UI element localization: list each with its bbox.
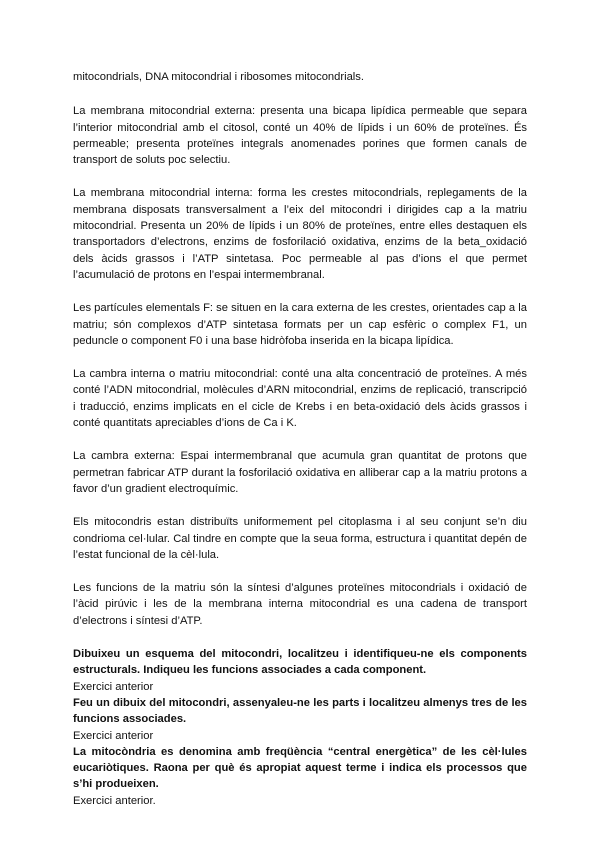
document-body [73,69,527,809]
paragraph-functions: Les funcions de la matriu són la síntesi d’algunes proteïnes mitocondrials i oxidació de l’àcid pirúvic i les de la membrana interna mitocondrial es una cadena de transport d’electrons i síntesi d’ATP. [73,582,527,627]
exercise-question: La mitocòndria es denomina amb freqüència “central energètica” de les cèl·lules eucariòtiques. Raona per què és apropiat aquest terme i indica els processos que s’hi produeixen. [73,745,527,791]
paragraph-outer-chamber: La cambra externa: Espai intermembranal que acumula gran quantitat de protons que permetran fabricar ATP durant la fosforilació oxidativa en alliberar cap a la matriu protons a favor d’un gradient electroquímic. [73,450,527,495]
paragraph-outer-membrane: La membrana mitocondrial externa: presenta una bicapa lipídica permeable que separa l’interior mitocondrial amb el citosol, conté un 40% de lípids i un 60% de proteïnes. És permeable; presenta proteïnes integrals anomenades porines que formen canals de transport de soluts poc selectiu. [73,105,527,167]
paragraph-inner-membrane: La membrana mitocondrial interna: forma les crestes mitocondrials, replegaments de la membrana disposats transversalment a l’eix del mitocondri i dirigides cap a la matriu mitocondrial. Presenta un 20% de lípids i un 80% de proteïnes, entre elles destaquen els transportadors d’electrons, enzims de fosforilació oxidativa, enzims de la beta_oxidació dels àcids grassos i l’ATP sintetasa. Poc permeable al pas d’ions el que permet l’acumulació de protons en l’espai intermembranal. [73,187,527,281]
exercise-answer: Exercici anterior. [73,794,156,807]
exercise-item [73,695,527,744]
paragraph-elementary-particles: Les partícules elementals F: se situen en la cara externa de les crestes, orientades cap a la matriu; són complexos d’ATP sintetasa formats per un cap esfèric o complex F1, un peduncle o component F0 i una base hidròfoba inserida en la bicapa lipídica. [73,302,527,347]
exercise-question: Feu un dibuix del mitocondri, assenyaleu-ne les parts i localitzeu almenys tres de les funcions associades. [73,696,527,726]
exercise-answer: Exercici anterior [73,680,154,693]
paragraph-distribution: Els mitocondris estan distribuïts uniformement pel citoplasma i al seu conjunt se’n diu condrioma cel·lular. Cal tindre en compte que la seua forma, estructura i quantitat depén de l’estat funcional de la cèl·lula. [73,516,527,561]
paragraph-continuation: mitocondrials, DNA mitocondrial i ribosomes mitocondrials. [73,71,364,83]
exercises-section [73,646,527,809]
paragraph-matrix: La cambra interna o matriu mitocondrial: conté una alta concentració de proteïnes. A més conté l’ADN mitocondrial, molècules d’ARN mitocondrial, enzims de replicació, transcripció i traducció, enzims implicats en el cicle de Krebs i en beta-oxidació dels àcids grassos i conté quantitats apreciables d’ions de Ca i K. [73,368,527,430]
exercise-question: Dibuixeu un esquema del mitocondri, localitzeu i identifiqueu-ne els components estructurals. Indiqueu les funcions associades a cada component. [73,648,527,677]
exercise-item [73,744,527,809]
exercise-item [73,646,527,695]
exercise-answer: Exercici anterior [73,729,154,742]
